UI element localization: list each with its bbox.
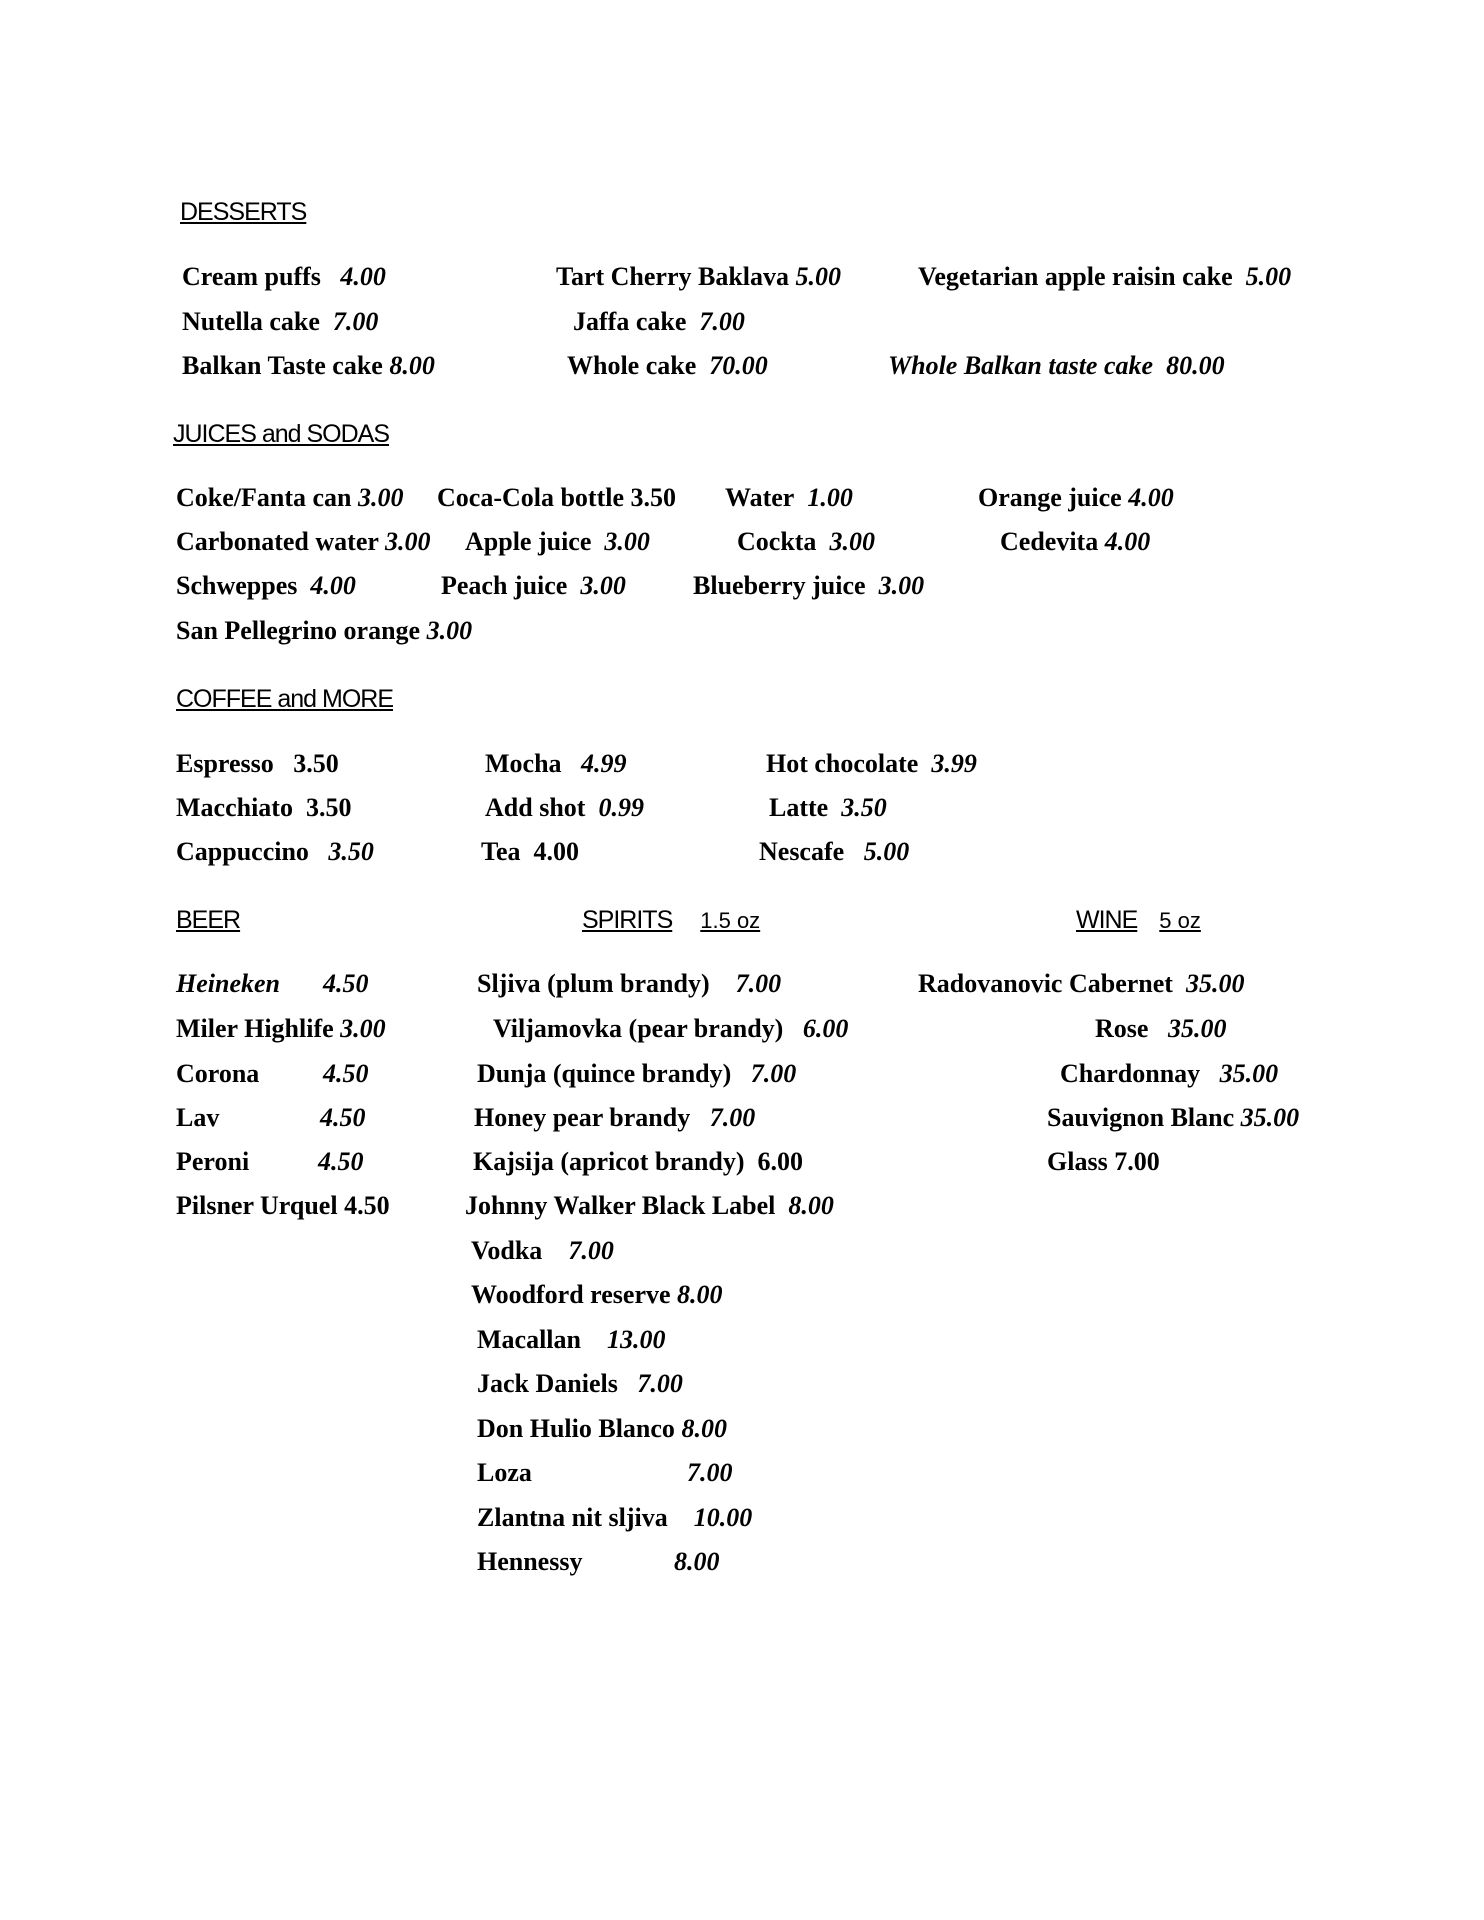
menu-item: Add shot 0.99	[485, 793, 644, 822]
menu-item: Apple juice 3.00	[465, 527, 650, 556]
menu-item: Radovanovic Cabernet 35.00	[918, 969, 1245, 998]
menu-item: Miler Highlife 3.00	[176, 1014, 386, 1043]
menu-item: Loza 7.00	[477, 1458, 733, 1487]
menu-item: Don Hulio Blanco 8.00	[477, 1414, 727, 1443]
menu-item: Balkan Taste cake 8.00	[182, 351, 435, 380]
menu-item: Coke/Fanta can 3.00	[176, 483, 404, 512]
menu-item: Latte 3.50	[769, 793, 887, 822]
menu-item: Macallan 13.00	[477, 1325, 666, 1354]
menu-item: Chardonnay 35.00	[1060, 1059, 1279, 1088]
coffee-heading: COFFEE and MORE	[176, 685, 393, 713]
menu-item: Tart Cherry Baklava 5.00	[556, 262, 842, 291]
menu-item: Vegetarian apple raisin cake 5.00	[918, 262, 1292, 291]
menu-item: Pilsner Urquel 4.50	[176, 1191, 390, 1220]
menu-item: Peach juice 3.00	[441, 571, 626, 600]
menu-item: Orange juice 4.00	[978, 483, 1174, 512]
menu-item: Dunja (quince brandy) 7.00	[477, 1059, 797, 1088]
menu-item: Mocha 4.99	[485, 749, 627, 778]
menu-item: Tea 4.00	[481, 837, 579, 866]
menu-item: Glass 7.00	[1047, 1147, 1160, 1176]
spirits-heading: SPIRITS 1.5 oz	[582, 906, 761, 934]
menu-item: Whole cake 70.00	[567, 351, 768, 380]
desserts-heading: DESSERTS	[180, 198, 307, 226]
menu-item: Hennessy 8.00	[477, 1547, 720, 1576]
wine-heading: WINE 5 oz	[1076, 906, 1201, 934]
menu-item: Honey pear brandy 7.00	[474, 1103, 756, 1132]
menu-item: Vodka 7.00	[471, 1236, 614, 1265]
menu-item: Water 1.00	[725, 483, 853, 512]
juices-heading: JUICES and SODAS	[173, 420, 390, 448]
menu-item: Blueberry juice 3.00	[693, 571, 925, 600]
wine-serving-note: 5 oz	[1159, 908, 1201, 933]
menu-item: Cedevita 4.00	[1000, 527, 1151, 556]
menu-item: Cappuccino 3.50	[176, 837, 374, 866]
menu-item: Woodford reserve 8.00	[471, 1280, 723, 1309]
menu-item: Hot chocolate 3.99	[766, 749, 977, 778]
menu-item: Zlantna nit sljiva 10.00	[477, 1503, 753, 1532]
menu-item: Sljiva (plum brandy) 7.00	[477, 969, 782, 998]
menu-item: Nutella cake 7.00	[182, 307, 379, 336]
menu-item: Jaffa cake 7.00	[573, 307, 745, 336]
menu-item: Coca-Cola bottle 3.50	[437, 483, 677, 512]
menu-item: Carbonated water 3.00	[176, 527, 431, 556]
menu-item: Schweppes 4.00	[176, 571, 356, 600]
menu-item: Rose 35.00	[1095, 1014, 1227, 1043]
menu-item: Kajsija (apricot brandy) 6.00	[473, 1147, 804, 1176]
menu-item: Espresso 3.50	[176, 749, 339, 778]
menu-item: Corona 4.50	[176, 1059, 369, 1088]
menu-item: Jack Daniels 7.00	[477, 1369, 683, 1398]
menu-item: Cockta 3.00	[737, 527, 875, 556]
menu-item: Macchiato 3.50	[176, 793, 352, 822]
beer-heading: BEER	[176, 906, 241, 934]
menu-item: Sauvignon Blanc 35.00	[1047, 1103, 1300, 1132]
menu-item: Nescafe 5.00	[759, 837, 910, 866]
menu-item: Heineken 4.50	[176, 969, 369, 998]
menu-item: San Pellegrino orange 3.00	[176, 616, 473, 645]
menu-item: Johnny Walker Black Label 8.00	[465, 1191, 834, 1220]
menu-item: Lav 4.50	[176, 1103, 366, 1132]
menu-item: Viljamovka (pear brandy) 6.00	[493, 1014, 849, 1043]
spirits-serving-note: 1.5 oz	[700, 908, 761, 933]
menu-item: Whole Balkan taste cake 80.00	[888, 351, 1225, 380]
menu-item: Cream puffs 4.00	[182, 262, 386, 291]
menu-item: Peroni 4.50	[176, 1147, 364, 1176]
